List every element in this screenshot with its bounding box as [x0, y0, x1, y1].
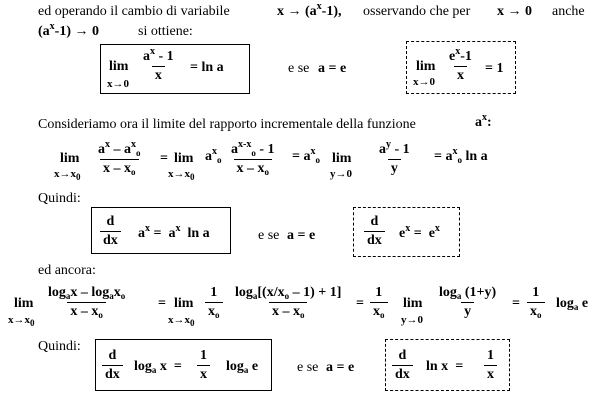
- e-se-label: e se: [258, 228, 280, 243]
- fraction-ax-minus-1-over-x: $\frac{a^x - 1}{x}$: [143, 46, 174, 83]
- quindi-label: Quindi:: [38, 191, 81, 206]
- lim-label: lim: [174, 296, 194, 311]
- ed-ancora-label: ed ancora:: [38, 263, 96, 278]
- fraction-log-ratio: $\frac{\log_a[(x/x_o - 1) + 1]}{x - x_o}$: [235, 285, 342, 320]
- fraction-one-over-xo: $\frac{1}{x_o}$: [527, 286, 545, 319]
- quindi-label: Quindi:: [38, 339, 81, 354]
- lim-subscript: $x\to x_0$: [168, 314, 195, 328]
- derivative-ax-eq: $a^x = a^x$ ln a: [138, 223, 210, 241]
- eq-axo: = $a^x_o$: [292, 146, 320, 165]
- e-se-label: e se: [288, 61, 310, 76]
- ax-minus-one-to-zero: $(a^x-1) \to 0$: [38, 21, 99, 39]
- lim-subscript: $x\to x_0$: [168, 168, 195, 182]
- derivative-operator: $\frac{d}{dx}$: [392, 349, 413, 382]
- lim-subscript: x→0: [107, 78, 129, 90]
- lim-subscript: $x\to x_0$: [8, 314, 35, 328]
- eq-sign: =: [356, 296, 364, 311]
- derivative-operator: $\frac{d}{dx}$: [102, 349, 123, 382]
- lim-subscript: y→0: [401, 314, 423, 326]
- eq-one: = 1: [485, 61, 504, 76]
- derivative-operator: $\frac{d}{dx}$: [100, 215, 121, 248]
- a-equals-e: a = e: [318, 61, 347, 76]
- x-to-zero: x → 0: [497, 4, 532, 19]
- lim-label: lim: [14, 296, 34, 311]
- log-a-x-eq: $\log_a x$ =: [134, 359, 182, 375]
- fraction-ax-minus-axo: $a^x - a^x_o$ x – $x_o$: [98, 139, 141, 177]
- lim-label: lim: [60, 151, 80, 166]
- lim-label: lim: [403, 296, 423, 311]
- e-se-label: e se: [297, 360, 319, 375]
- ln-a: ln a: [465, 149, 488, 164]
- derivative-operator: $\frac{d}{dx}$: [364, 215, 385, 248]
- eq-axo-ln-a: = $a^x_o$ ln a: [434, 146, 488, 165]
- factor-axo: $a^x_o$: [205, 146, 222, 165]
- intro-text-4: si ottiene:: [138, 24, 193, 39]
- function-ax: $a^x$:: [475, 112, 492, 130]
- intro-text-1: ed operando il cambio di variabile: [38, 4, 230, 19]
- fraction-one-over-x: $\frac{1}{x}$: [197, 349, 210, 382]
- eq-sign: =: [158, 296, 166, 311]
- fraction-one-over-xo: $\frac{1}{x_o}$: [370, 286, 388, 319]
- ln-x-eq: ln x =: [426, 359, 464, 374]
- paragraph-incremental-ratio: Consideriamo ora il limite del rapporto incrementale della funzione: [38, 117, 416, 132]
- eq-sign: =: [512, 296, 520, 311]
- derivative-ex-eq: $e^x = e^x$: [399, 223, 440, 241]
- lim-label: lim: [416, 59, 436, 74]
- lim-label: lim: [332, 151, 352, 166]
- lim-subscript: x→0: [413, 76, 435, 88]
- log-a-e: $\log_a e$: [556, 296, 589, 312]
- fraction-one-over-x: $\frac{1}{x}$: [484, 349, 497, 382]
- fraction-log-1-plus-y: $\frac{\log_a (1+y)}{y}$: [439, 285, 497, 319]
- variable-change: $x \to (a^x-1)$,: [277, 1, 342, 19]
- intro-text-3: anche: [552, 4, 585, 19]
- lim-label: lim: [109, 59, 129, 74]
- lim-subscript: $x\to x_0$: [54, 168, 81, 182]
- a-equals-e: a = e: [326, 360, 355, 375]
- lim-label: lim: [174, 151, 194, 166]
- fraction-one-over-xo: $\frac{1}{x_o}$: [205, 286, 223, 319]
- lim-subscript: y→0: [330, 168, 352, 180]
- ln-x: ln x: [426, 359, 449, 374]
- intro-text-2: osservando che per: [363, 4, 471, 19]
- fraction-log-difference: $\log_ax - \log_ax_o$ x – $x_o$: [48, 285, 126, 320]
- a-equals-e: a = e: [287, 228, 316, 243]
- fraction-ex-minus-1-over-x: $\frac{e^x-1}{x}$: [449, 46, 472, 83]
- fraction-ax-xo-minus-1: $\frac{a^{x-x}_o - 1}{x - x_o}$: [231, 139, 275, 177]
- log-a-e: $\log_a e$: [226, 359, 259, 375]
- eq-sign: =: [160, 151, 168, 166]
- fraction-ay-minus-1-over-y: $\frac{a^y - 1}{y}$: [379, 139, 410, 176]
- eq-ln-a: = ln a: [190, 60, 224, 75]
